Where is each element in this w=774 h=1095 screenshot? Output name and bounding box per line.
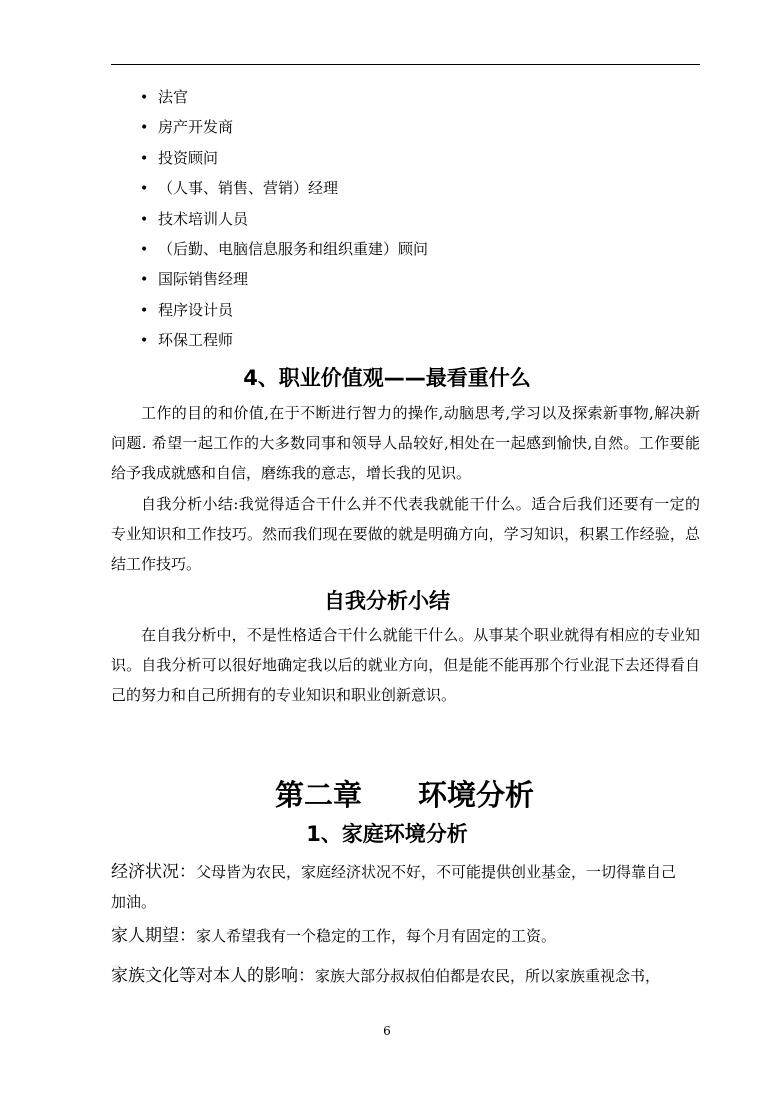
economic-status-line-2: 加油。 (111, 893, 157, 911)
economic-status-line (111, 857, 711, 887)
family-environment-heading: 1、家庭环境分析 (306, 822, 468, 846)
bullet-icon: • (140, 120, 149, 137)
family-expectation-text: 家人希望我有一个稳定的工作，每个月有固定的工资。 (196, 927, 557, 945)
family-culture-label: 家族文化等对本人的影响： (111, 966, 315, 986)
list-item: • 技术培训人员 (140, 206, 428, 236)
page-number: 6 (383, 1024, 391, 1038)
list-item: • 环保工程师 (140, 327, 428, 357)
bullet-icon: • (140, 302, 149, 319)
bullet-icon: • (140, 241, 149, 258)
bullet-icon: • (140, 211, 149, 228)
list-item: • 程序设计员 (140, 297, 428, 327)
self-analysis-paragraph: 自我分析小结:我觉得适合干什么并不代表我就能干什么。适合后我们还要有一定的专业知识和工作技巧。然而我们现在要做的就是明确方向，学习知识，积累工作经验，总结工作技巧。 (111, 495, 700, 573)
career-list (140, 84, 428, 358)
values-paragraph: 工作的目的和价值,在于不断进行智力的操作,动脑思考,学习以及探索新事物,解决新问题. 希望一起工作的大多数同事和领导人品较好,相处在一起感到愉快,自然。工作要能给予我成就感和自信，磨练我的意志，增长我的见识。 (111, 404, 700, 482)
economic-status-label: 经济状况： (111, 862, 196, 882)
bullet-icon: • (140, 333, 149, 350)
family-culture-text: 家族大部分叔叔伯伯都是农民，所以家族重视念书， (315, 967, 661, 985)
bullet-icon: • (140, 272, 149, 289)
list-item: • （人事、销售、营销）经理 (140, 175, 428, 205)
summary-heading: 自我分析小结 (324, 589, 450, 613)
chapter-title-number: 第二章 (275, 778, 363, 812)
list-item: • 法官 (140, 84, 428, 114)
bullet-icon: • (140, 90, 149, 106)
header-rule (111, 64, 700, 65)
list-item: • 国际销售经理 (140, 266, 428, 296)
family-expectation-line (111, 921, 711, 951)
list-item: • 投资顾问 (140, 145, 428, 175)
list-item: • 房产开发商 (140, 114, 428, 144)
family-expectation-label: 家人期望： (111, 926, 196, 946)
summary-paragraph: 在自我分析中，不是性格适合干什么就能干什么。从事某个职业就得有相应的专业知识。自我分析可以很好地确定我以后的就业方向，但是能不能再那个行业混下去还得看自己的努力和自己所拥有的专业知识和职业创新意识。 (111, 626, 700, 704)
family-culture-line (111, 961, 711, 991)
list-item: • （后勤、电脑信息服务和组织重建）顾问 (140, 236, 428, 266)
chapter-title-text: 环境分析 (418, 778, 535, 812)
section-heading-values: 4、职业价值观——最看重什么 (243, 366, 531, 390)
economic-status-text: 父母皆为农民，家庭经济状况不好，不可能提供创业基金，一切得靠自己 (196, 863, 677, 881)
bullet-icon: • (140, 181, 149, 198)
bullet-icon: • (140, 150, 149, 167)
